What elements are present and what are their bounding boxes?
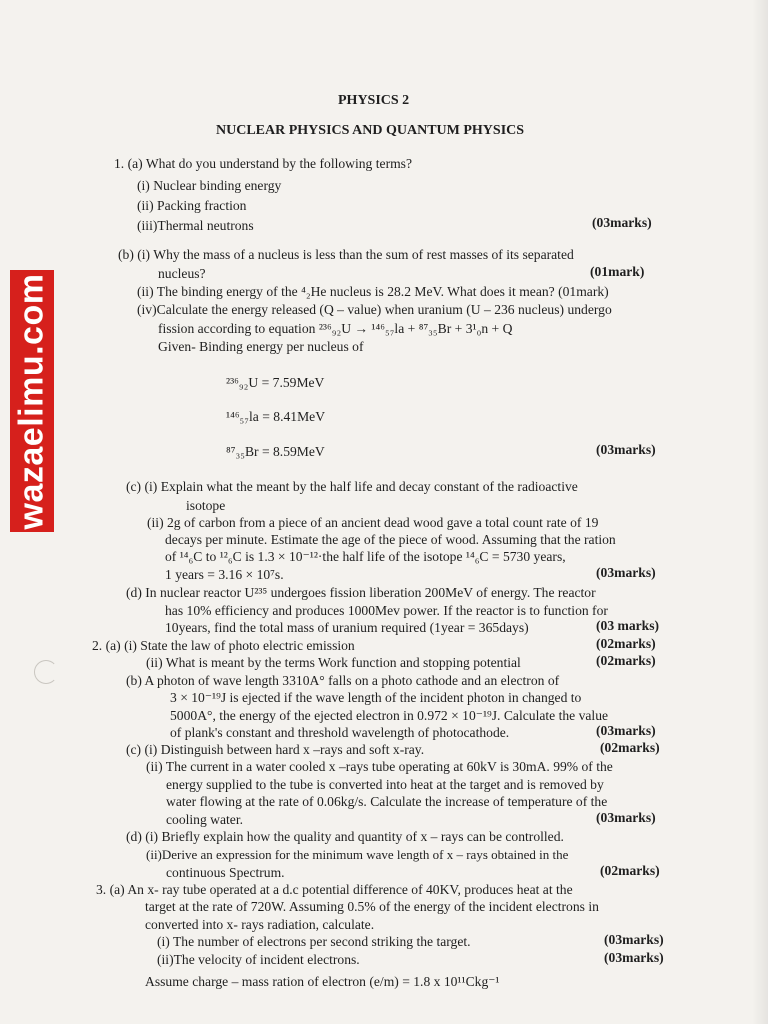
q1-c-ii-line4: 1 years = 3.16 × 10⁷s. — [165, 567, 284, 582]
q1-a-i: (i) Nuclear binding energy — [137, 178, 282, 193]
q1-b-i-marks: (01mark) — [590, 264, 645, 279]
q1-c-ii-line2: decays per minute. Estimate the age of the piece of wood. Assuming that the ration — [165, 532, 616, 547]
q2-b-line2: 3 × 10⁻¹⁹J is ejected if the wave length of the incident photon in changed to — [170, 690, 582, 705]
q2-a-ii: (ii) What is meant by the terms Work function and stopping potential — [146, 655, 521, 670]
q2-c-ii-line3: water flowing at the rate of 0.06kg/s. Calculate the increase of temperature of the — [166, 794, 608, 809]
q2-c-ii-marks: (03marks) — [596, 810, 656, 825]
q3-a-ii-marks: (03marks) — [604, 950, 664, 965]
q1-a-stem: 1. (a) What do you understand by the following terms? — [114, 156, 412, 171]
page-title: PHYSICS 2 — [338, 93, 410, 108]
q1-c-ii-line1: (ii) 2g of carbon from a piece of an ancient dead wood gave a total count rate of 19 — [147, 515, 599, 530]
watermark-text: wazaelimu.com — [12, 273, 51, 529]
page-subtitle: NUCLEAR PHYSICS AND QUANTUM PHYSICS — [216, 123, 525, 138]
q1-c-i-line1: (c) (i) Explain what the meant by the half life and decay constant of the radioactive — [126, 479, 578, 494]
scan-edge-shadow — [752, 0, 768, 1024]
q2-b-line3: 5000A°, the energy of the ejected electron in 0.972 × 10⁻¹⁹J. Calculate the value — [170, 708, 609, 723]
q1-b-iv-line3: Given- Binding energy per nucleus of — [158, 339, 364, 354]
q3-a-i: (i) The number of electrons per second striking the target. — [157, 934, 471, 949]
q3-a-line1: 3. (a) An x- ray tube operated at a d.c potential difference of 40KV, produces heat at the — [96, 882, 573, 897]
q1-a-iii: (iii)Thermal neutrons — [137, 218, 254, 233]
q3-a-i-marks: (03marks) — [604, 932, 664, 947]
q1-c-i-line2: isotope — [186, 498, 226, 513]
q2-d-ii-line2: continuous Spectrum. — [166, 865, 285, 880]
q1-b-i-line2: nucleus? — [158, 266, 206, 281]
q1-b-marks: (03marks) — [596, 442, 656, 457]
q3-a-line2: target at the rate of 720W. Assuming 0.5% of the energy of the incident electrons in — [145, 899, 599, 914]
watermark-banner — [10, 270, 54, 532]
q1-d-line2: has 10% efficiency and produces 1000Mev power. If the reactor is to function for — [165, 603, 608, 618]
q1-b-iv-line1: (iv)Calculate the energy released (Q – value) when uranium (U – 236 nucleus) undergo — [137, 302, 612, 317]
q2-a-i: 2. (a) (i) State the law of photo electric emission — [92, 638, 355, 653]
q2-b-line1: (b) A photon of wave length 3310A° falls on a photo cathode and an electron of — [126, 673, 560, 688]
q2-a-ii-marks: (02marks) — [596, 653, 656, 668]
q2-c-ii-line4: cooling water. — [166, 812, 244, 827]
q2-d-i: (d) (i) Briefly explain how the quality and quantity of x – rays can be controlled. — [126, 829, 564, 844]
q2-a-i-marks: (02marks) — [596, 636, 656, 651]
q1-c-marks: (03marks) — [596, 565, 656, 580]
q1-d-line3: 10years, find the total mass of uranium required (1year = 365days) — [165, 620, 529, 635]
q2-b-line4: of plank's constant and threshold wavelength of photocathode. — [170, 725, 510, 740]
q1-b-iv-line2: fission according to equation ²³⁶₉₂U → ¹⁴⁶₅₇la + ⁸⁷₃₅Br + 3¹₀n + Q — [158, 321, 513, 336]
q2-c-ii-line2: energy supplied to the tube is converted into heat at the target and is removed by — [166, 777, 604, 792]
q1-eq-lanthanum: ¹⁴⁶₅₇la = 8.41MeV — [226, 409, 326, 424]
q1-eq-uranium: ²³⁶₉₂U = 7.59MeV — [226, 375, 325, 390]
q2-d-ii-line1: (ii)Derive an expression for the minimum wave length of x – rays obtained in the — [146, 847, 569, 862]
q1-a-ii: (ii) Packing fraction — [137, 198, 247, 213]
punch-hole-mark — [34, 660, 58, 684]
q1-b-ii: (ii) The binding energy of the ⁴₂He nucleus is 28.2 MeV. What does it mean? (01mark) — [137, 284, 609, 299]
q2-d-marks: (02marks) — [600, 863, 660, 878]
q3-a-ii: (ii)The velocity of incident electrons. — [157, 952, 360, 967]
q1-d-line1: (d) In nuclear reactor U²³⁵ undergoes fission liberation 200MeV of energy. The reactor — [126, 585, 596, 600]
q2-c-i: (c) (i) Distinguish between hard x –rays and soft x-ray. — [126, 742, 425, 757]
q3-assume: Assume charge – mass ration of electron (e/m) = 1.8 x 10¹¹Ckg⁻¹ — [145, 974, 500, 989]
q1-eq-bromine: ⁸⁷₃₅Br = 8.59MeV — [226, 444, 325, 459]
q2-c-ii-line1: (ii) The current in a water cooled x –rays tube operating at 60kV is 30mA. 99% of the — [146, 759, 613, 774]
q2-b-marks: (03marks) — [596, 723, 656, 738]
q1-d-marks: (03 marks) — [596, 618, 660, 633]
q1-b-i-line1: (b) (i) Why the mass of a nucleus is less than the sum of rest masses of its separated — [118, 247, 574, 262]
q1-c-ii-line3: of ¹⁴₆C to ¹²₆C is 1.3 × 10⁻¹²·the half life of the isotope ¹⁴₆C = 5730 years, — [165, 549, 566, 564]
q2-c-i-marks: (02marks) — [600, 740, 660, 755]
q1-a-marks: (03marks) — [592, 215, 652, 230]
q3-a-line3: converted into x- rays radiation, calculate. — [145, 917, 375, 932]
